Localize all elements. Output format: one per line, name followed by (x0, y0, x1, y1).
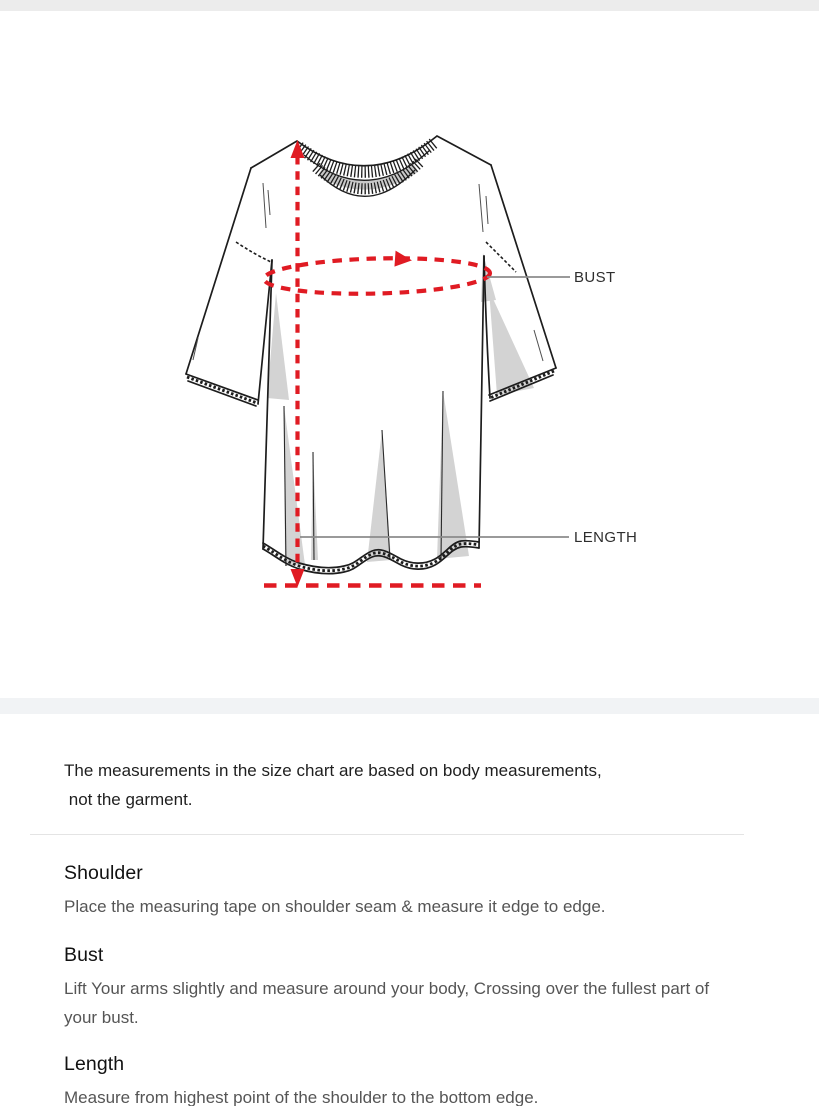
section-divider (30, 834, 744, 835)
stitch-details (187, 242, 554, 571)
section-description: Measure from highest point of the shoulder to the bottom edge. (64, 1088, 539, 1106)
section-description: Lift Your arms slightly and measure around your body, Crossing over the fullest part of your bust. (64, 979, 710, 1027)
fabric-crease-lines (284, 391, 443, 566)
section-title: Bust (64, 944, 104, 966)
section-bust (64, 944, 724, 1032)
collar (297, 136, 437, 196)
label-pointer-lines (300, 277, 570, 537)
note-line-1: The measurements in the size chart are based on body measurements, (64, 761, 602, 780)
section-description: Place the measuring tape on shoulder seam & measure it edge to edge. (64, 897, 606, 916)
section-shoulder (64, 862, 724, 922)
note-line-2: not the garment. (64, 789, 193, 809)
fabric-fold-shading (267, 253, 534, 566)
measurement-note (64, 757, 724, 814)
section-length (64, 1053, 724, 1106)
bust-label: BUST (574, 269, 616, 286)
section-title: Length (64, 1053, 125, 1075)
section-separator-band (0, 698, 819, 714)
length-label: LENGTH (574, 529, 638, 546)
bust-measure-ellipse-icon (264, 251, 491, 297)
section-title: Shoulder (64, 862, 143, 884)
